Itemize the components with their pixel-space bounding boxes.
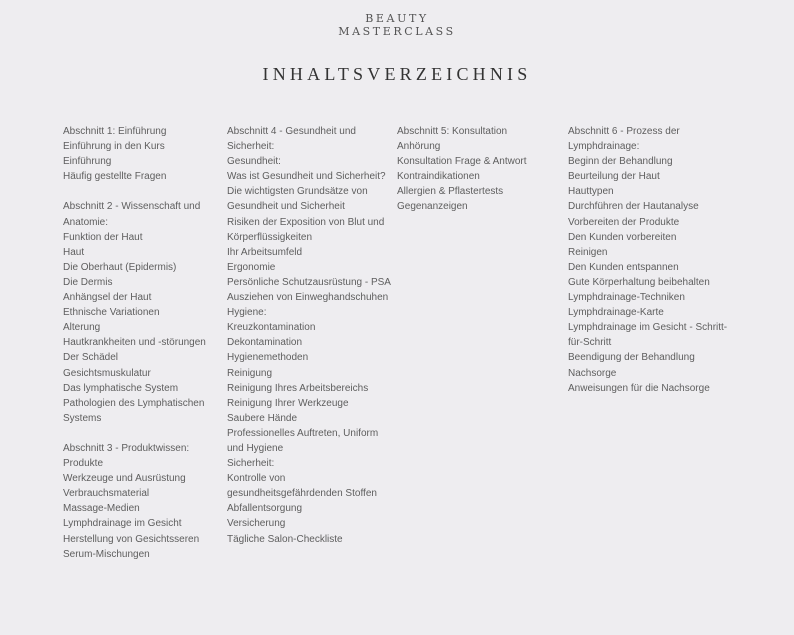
toc-entry: Die Oberhaut (Epidermis) [63,261,177,273]
toc-entry: Abfallentsorgung [227,503,303,515]
page-title: INHALTSVERZEICHNIS [262,64,532,84]
toc-entry: Lymphdrainage: [568,141,640,153]
toc-entry: Reinigen [568,246,608,258]
toc-entry: Ergonomie [227,261,276,273]
toc-entry: Herstellung von Gesichtsseren [63,533,200,545]
toc-entry: Kontrolle von [227,473,286,485]
toc-column-1 [63,124,223,562]
toc-entry: Beurteilung der Haut [568,171,660,183]
toc-entry: Einführung [63,156,112,168]
brand-line-2: MASTERCLASS [338,25,456,38]
toc-entry: Lymphdrainage im Gesicht - Schritt- [568,322,728,334]
toc-entry: Dekontamination [227,337,303,349]
toc-entry: Lymphdrainage-Karte [568,307,664,319]
toc-entry: Durchführen der Hautanalyse [568,201,699,213]
toc-entry: Sicherheit: [227,458,275,470]
toc-entry: Verbrauchsmaterial [63,488,150,500]
toc-entry: Pathologien des Lymphatischen [63,397,205,409]
toc-entry: Systems [63,412,102,424]
toc-entry: Die Dermis [63,276,113,288]
toc-entry: für-Schritt [568,337,612,349]
toc-entry: Abschnitt 5: Konsultation [397,126,508,137]
toc-entry: Kontraindikationen [397,171,480,183]
toc-entry: Was ist Gesundheit und Sicherheit? [227,171,386,183]
toc-column-2 [227,124,395,547]
toc-entry: Risiken der Exposition von Blut und [227,216,385,228]
toc-entry: Anhängsel der Haut [63,292,152,304]
toc-entry: Körperflüssigkeiten [227,231,313,243]
toc-entry: Gesundheit und Sicherheit [227,201,345,213]
toc-column-3 [397,124,557,215]
toc-entry: Ihr Arbeitsumfeld [227,246,303,258]
toc-entry: Reinigung [227,367,273,379]
toc-entry: Tägliche Salon-Checkliste [227,533,343,545]
brand-line-1: BEAUTY [365,12,429,25]
toc-column-4 [568,124,738,396]
section-spacer [63,426,223,441]
toc-entry: Massage-Medien [63,503,140,515]
toc-entry: Abschnitt 1: Einführung [63,126,167,137]
toc-entry: Hygienemethoden [227,352,309,364]
toc-entry: und Hygiene [227,442,284,454]
brand-logo [0,12,794,38]
toc-entry: Serum-Mischungen [63,548,150,560]
toc-entry: Professionelles Auftreten, Uniform [227,427,379,439]
toc-entry: Das lymphatische System [63,382,179,394]
toc-entry: Haut [63,246,85,258]
toc-entry: Produkte [63,458,104,470]
toc-entry: Abschnitt 2 - Wissenschaft und [63,201,201,213]
toc-entry: Gesichtsmuskulatur [63,367,151,379]
toc-entry: Hauttypen [568,186,614,198]
toc-entry: Sicherheit: [227,141,275,153]
toc-entry: Reinigung Ihres Arbeitsbereichs [227,382,369,394]
toc-entry: Allergien & Pflastertests [397,186,504,198]
toc-entry: Werkzeuge und Ausrüstung [63,473,186,485]
toc-entry: Saubere Hände [227,412,298,424]
toc-entry: Anweisungen für die Nachsorge [568,382,710,394]
toc-entry: Kreuzkontamination [227,322,316,334]
toc-entry: Anhörung [397,141,441,153]
toc-entry: Gute Körperhaltung beibehalten [568,276,710,288]
toc-entry: Lymphdrainage-Techniken [568,292,685,304]
toc-entry: gesundheitsgefährdenden Stoffen [227,488,377,500]
toc-entry: Vorbereiten der Produkte [568,216,680,228]
toc-entry: Abschnitt 6 - Prozess der [568,126,680,137]
toc-entry: Persönliche Schutzausrüstung - PSA [227,276,391,288]
toc-entry: Ausziehen von Einweghandschuhen [227,292,389,304]
toc-entry: Lymphdrainage im Gesicht [63,518,182,530]
toc-entry: Gegenanzeigen [397,201,468,213]
toc-entry: Gesundheit: [227,156,281,168]
section-spacer [63,184,223,199]
toc-entry: Den Kunden entspannen [568,261,679,273]
toc-entry: Den Kunden vorbereiten [568,231,677,243]
toc-entry: Beendigung der Behandlung [568,352,695,364]
toc-entry: Der Schädel [63,352,119,364]
toc-entry: Häufig gestellte Fragen [63,171,167,183]
toc-entry: Hygiene: [227,307,267,319]
toc-entry: Nachsorge [568,367,617,379]
toc-entry: Abschnitt 4 - Gesundheit und [227,126,356,137]
toc-entry: Anatomie: [63,216,109,228]
toc-entry: Versicherung [227,518,286,530]
toc-entry: Die wichtigsten Grundsätze von [227,186,368,198]
toc-entry: Beginn der Behandlung [568,156,673,168]
toc-entry: Konsultation Frage & Antwort [397,156,527,168]
toc-entry: Hautkrankheiten und -störungen [63,337,206,349]
toc-entry: Funktion der Haut [63,231,143,243]
toc-entry: Abschnitt 3 - Produktwissen: [63,442,190,454]
toc-entry: Einführung in den Kurs [63,141,165,153]
toc-entry: Alterung [63,322,101,334]
toc-entry: Ethnische Variationen [63,307,160,319]
toc-entry: Reinigung Ihrer Werkzeuge [227,397,349,409]
